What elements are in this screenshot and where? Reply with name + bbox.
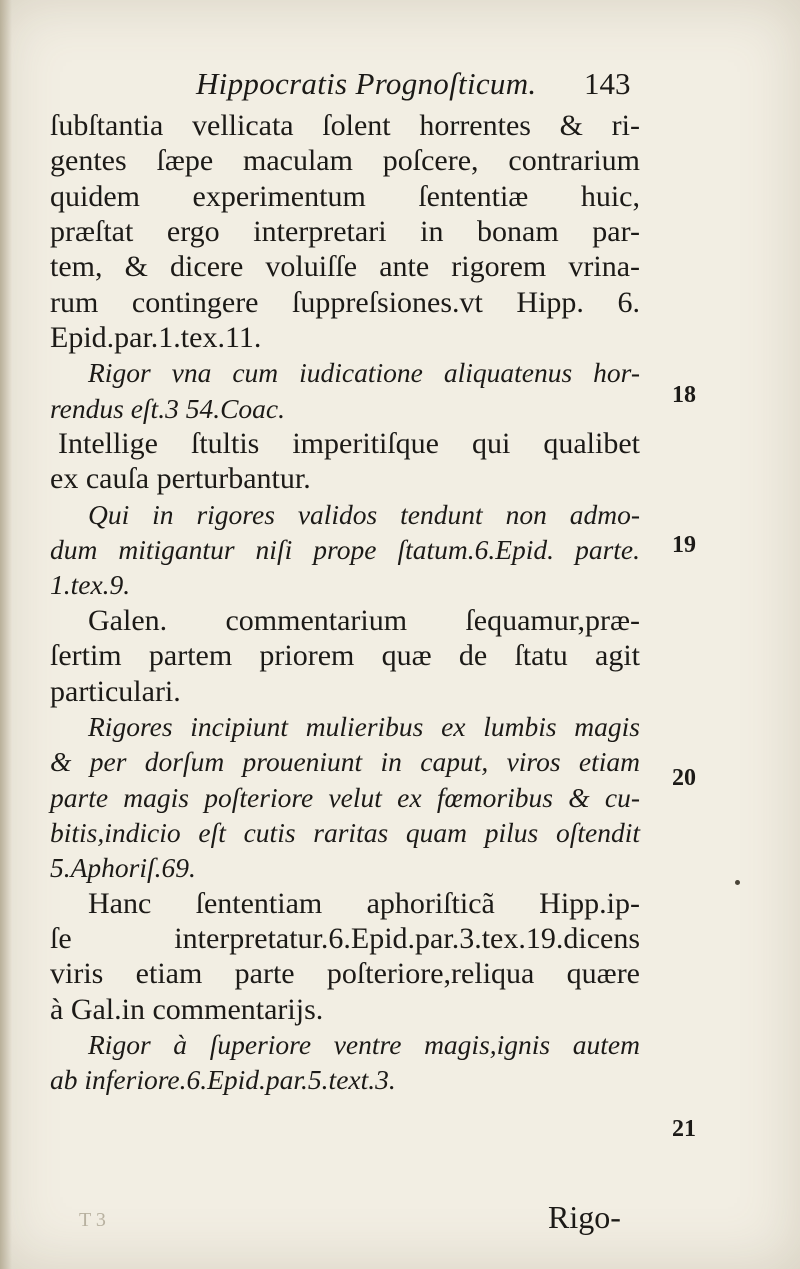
text-line: quidem experimentum ſententiæ huic,: [50, 179, 640, 213]
text-line: rum contingere ſuppreſsiones.vt Hipp. 6.: [50, 285, 640, 319]
text-line: gentes ſæpe maculam poſcere, contrarium: [50, 144, 640, 178]
aphorism-line: & per dorſum proueniunt in caput, viros etiam: [50, 746, 640, 778]
text-line: Epid.par.1.tex.11.: [50, 321, 262, 355]
aphorism-line: 5.Aphoriſ.69.: [50, 852, 196, 884]
text-line: Hanc ſententiam aphoriſticã Hipp.ip-: [88, 886, 640, 920]
page-gutter-shadow: [0, 0, 12, 1269]
text-line: ex cauſa perturbantur.: [50, 462, 311, 496]
aphorism-line: bitis,indicio eſt cutis raritas quam pilus oſtendit: [50, 816, 640, 848]
text-line: viris etiam parte poſteriore,reliqua quære: [50, 957, 640, 991]
body-text: [50, 108, 640, 1098]
aphorism-line: ab inferiore.6.Epid.par.5.text.3.: [50, 1064, 396, 1096]
margin-number: 19: [672, 532, 696, 558]
text-line: ſe interpretatur.6.Epid.par.3.tex.19.dicens: [50, 921, 640, 955]
signature-mark: T 3: [79, 1209, 106, 1231]
aphorism-line: dum mitigantur niſi prope ſtatum.6.Epid. parte.: [50, 534, 640, 566]
aphorism-line: 1.tex.9.: [50, 569, 131, 601]
aphorism-line: Rigor vna cum iudicatione aliquatenus hor-: [88, 357, 640, 389]
text-line: Intellige ſtultis imperitiſque qui qualibet: [58, 427, 640, 461]
aphorism-line: rendus eſt.3 54.Coac.: [50, 392, 285, 424]
ink-speck: [735, 880, 740, 885]
aphorism-line: Rigor à ſuperiore ventre magis,ignis autem: [88, 1028, 640, 1060]
page-number: 143: [584, 66, 631, 101]
aphorism-line: Rigores incipiunt mulieribus ex lumbis magis: [88, 710, 640, 742]
running-title: Hippocratis Prognoſticum.: [196, 66, 537, 101]
catchword: Rigo-: [548, 1199, 621, 1235]
text-line: præſtat ergo interpretari in bonam par-: [50, 215, 640, 249]
text-line: ſubſtantia vellicata ſolent horrentes & ri-: [50, 109, 640, 142]
margin-number: 21: [672, 1116, 696, 1142]
text-line: à Gal.in commentarijs.: [50, 992, 324, 1026]
text-line: tem, & dicere voluiſſe ante rigorem vrina-: [50, 250, 640, 284]
page-header: [0, 66, 800, 106]
text-line: ſertim partem priorem quæ de ſtatu agit: [50, 639, 640, 673]
text-line: Galen. commentarium ſequamur,præ-: [88, 603, 640, 637]
margin-number: 20: [672, 765, 696, 791]
margin-number: 18: [672, 382, 696, 408]
aphorism-line: Qui in rigores validos tendunt non admo-: [88, 498, 640, 530]
aphorism-line: parte magis poſteriore velut ex fœmoribus & cu-: [50, 781, 640, 813]
text-line: particulari.: [50, 674, 181, 708]
